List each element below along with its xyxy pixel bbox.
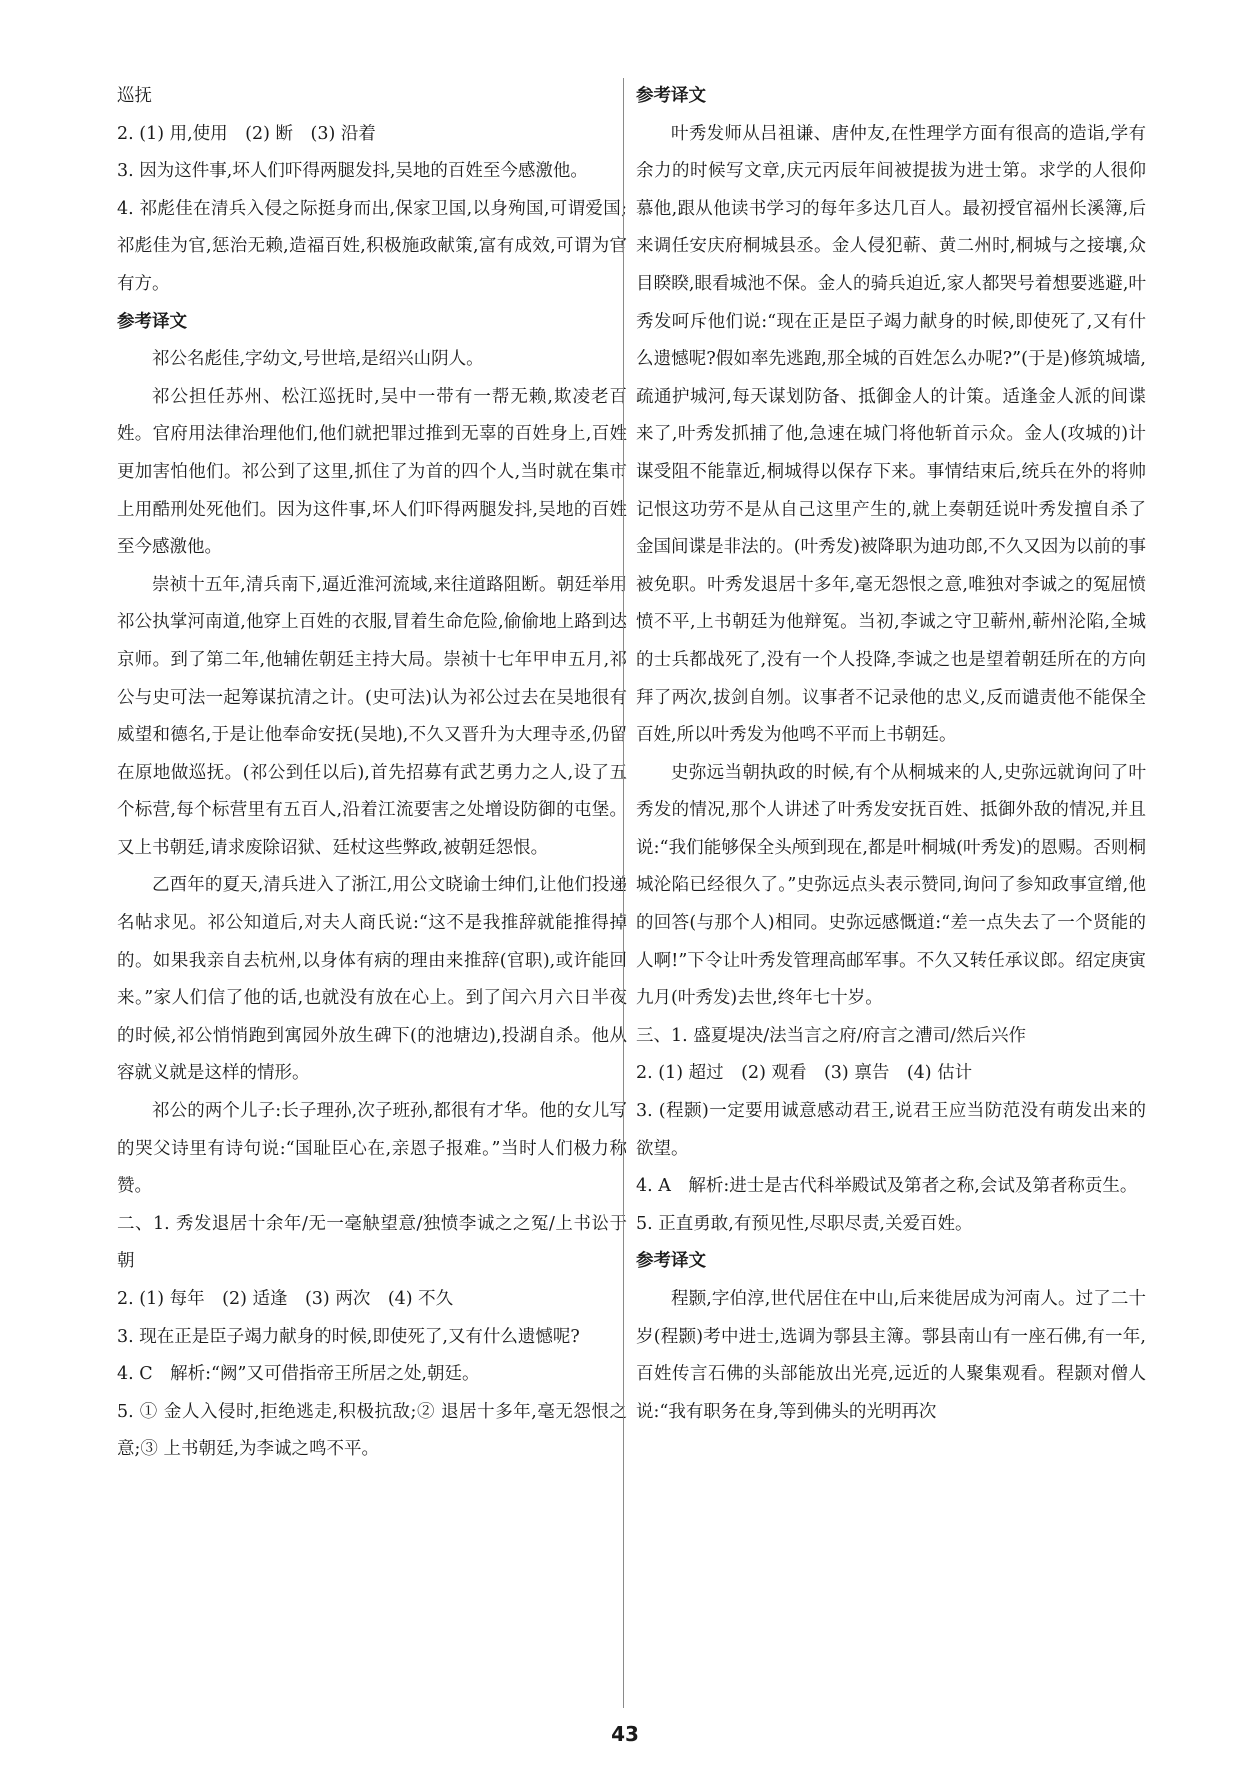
translation-paragraph: 叶秀发师从吕祖谦、唐仲友,在性理学方面有很高的造诣,学有余力的时候写文章,庆元丙辰年间被提拔为进士第。求学的人很仰慕他,跟从他读书学习的每年多达几百人。最初授官福州长溪簿,后来调任安庆府桐城县丞。金人侵犯蕲、黄二州时,桐城与之接壤,众目睽睽,眼看城池不保。金人的骑兵迫近,家人都哭号着想要逃避,叶秀发呵斥他们说:“现在正是臣子竭力献身的时候,即使死了,又有什么遗憾呢?假如率先逃跑,那全城的百姓怎么办呢?”(于是)修筑城墙,疏通护城河,每天谋划防备、抵御金人的计策。适逢金人派的间谍来了,叶秀发抓捕了他,急速在城门将他斩首示众。金人(攻城的)计谋受阻不能靠近,桐城得以保存下来。事情结束后,统兵在外的将帅记恨这功劳不是从自己这里产生的,就上奏朝廷说叶秀发擅自杀了金国间谍是非法的。(叶秀发)被降职为迪功郎,不久又因为以前的事被免职。叶秀发退居十多年,毫无怨恨之意,唯独对李诚之的冤屈愤愤不平,上书朝廷为他辩冤。当初,李诚之守卫蕲州,蕲州沦陷,全城的士兵都战死了,没有一个人投降,李诚之也是望着朝廷所在的方向拜了两次,拔剑自刎。议事者不记录他的忠义,反而谴责他不能保全百姓,所以叶秀发为他鸣不平而上书朝廷。 (636, 123, 1146, 746)
translation-paragraph: 祁公的两个儿子:长子理孙,次子班孙,都很有才华。他的女儿写的哭父诗里有诗句说:“国耻臣心在,亲恩子报难。”当时人们极力称赞。 (117, 1101, 627, 1197)
answer-line: 3. (程颢)一定要用诚意感动君王,说君王应当防范没有萌发出来的欲望。 (636, 1101, 1146, 1159)
section-heading: 参考译文 (117, 311, 187, 332)
translation-paragraph: 祁公担任苏州、松江巡抚时,吴中一带有一帮无赖,欺凌老百姓。官府用法律治理他们,他们就把罪过推到无辜的百姓身上,百姓更加害怕他们。祁公到了这里,抓住了为首的四个人,当时就在集市上用酷刑处死他们。因为这件事,坏人们吓得两腿发抖,吴地的百姓至今感激他。 (117, 386, 627, 558)
answer-line: 2. (1) 用,使用 (2) 断 (3) 沿着 (117, 123, 376, 144)
answer-line: 4. A 解析:进士是古代科举殿试及第者之称,会试及第者称贡生。 (636, 1176, 1138, 1197)
answer-line: 2. (1) 超过 (2) 观看 (3) 禀告 (4) 估计 (636, 1063, 973, 1084)
section-heading: 参考译文 (636, 86, 706, 106)
left-column (117, 78, 627, 1469)
answer-line: 三、1. 盛夏堤决/法当言之府/府言之漕司/然后兴作 (636, 1025, 1026, 1046)
right-column (636, 78, 1146, 1431)
translation-paragraph: 程颢,字伯淳,世代居住在中山,后来徙居成为河南人。过了二十岁(程颢)考中进士,选调为鄠县主簿。鄠县南山有一座石佛,有一年,百姓传言石佛的头部能放出光亮,远近的人聚集观看。程颢对僧人说:“我有职务在身,等到佛头的光明再次 (636, 1289, 1146, 1422)
answer-line: 5. ① 金人入侵时,拒绝逃走,积极抗敌;② 退居十多年,毫无怨恨之意;③ 上书朝廷,为李诚之鸣不平。 (117, 1401, 627, 1460)
answer-line: 二、1. 秀发退居十余年/无一毫觖望意/独愤李诚之之冤/上书讼于朝 (117, 1213, 627, 1272)
page-number: 43 (611, 1722, 639, 1746)
answer-line: 3. 现在正是臣子竭力献身的时候,即使死了,又有什么遗憾呢? (117, 1326, 580, 1347)
answer-line: 巡抚 (117, 86, 152, 106)
section-heading: 参考译文 (636, 1251, 706, 1272)
answer-line: 2. (1) 每年 (2) 适逢 (3) 两次 (4) 不久 (117, 1289, 454, 1309)
translation-paragraph: 崇祯十五年,清兵南下,逼近淮河流域,来往道路阻断。朝廷举用祁公执掌河南道,他穿上百姓的衣服,冒着生命危险,偷偷地上路到达京师。到了第二年,他辅佐朝廷主持大局。崇祯十七年甲申五月,祁公与史可法一起筹谋抗清之计。(史可法)认为祁公过去在吴地很有威望和德名,于是让他奉命安抚(吴地),不久又晋升为大理寺丞,仍留在原地做巡抚。(祁公到任以后),首先招募有武艺勇力之人,设了五个标营,每个标营里有五百人,沿着江流要害之处增设防御的屯堡。又上书朝廷,请求废除诏狱、廷杖这些弊政,被朝廷怨恨。 (117, 574, 627, 858)
answer-line: 5. 正直勇敢,有预见性,尽职尽责,关爱百姓。 (636, 1213, 973, 1234)
translation-paragraph: 乙酉年的夏天,清兵进入了浙江,用公文晓谕士绅们,让他们投递名帖求见。祁公知道后,对夫人商氏说:“这不是我推辞就能推得掉的。如果我亲自去杭州,以身体有病的理由来推辞(官职),或许能回来。”家人们信了他的话,也就没有放在心上。到了闰六月六日半夜的时候,祁公悄悄跑到寓园外放生碑下(的池塘边),投湖自杀。他从容就义就是这样的情形。 (117, 875, 627, 1084)
answer-line: 4. C 解析:“阙”又可借指帝王所居之处,朝廷。 (117, 1364, 480, 1385)
answer-line: 4. 祁彪佳在清兵入侵之际挺身而出,保家卫国,以身殉国,可谓爱国;祁彪佳为官,惩治无赖,造福百姓,积极施政献策,富有成效,可谓为官有方。 (117, 198, 627, 294)
translation-paragraph: 史弥远当朝执政的时候,有个从桐城来的人,史弥远就询问了叶秀发的情况,那个人讲述了叶秀发安抚百姓、抵御外敌的情况,并且说:“我们能够保全头颅到现在,都是叶桐城(叶秀发)的恩赐。否则桐城沦陷已经很久了。”史弥远点头表示赞同,询问了参知政事宣缯,他的回答(与那个人)相同。史弥远感慨道:“差一点失去了一个贤能的人啊!”下令让叶秀发管理高邮军事。不久又转任承议郎。绍定庚寅九月(叶秀发)去世,终年七十岁。 (636, 762, 1146, 1009)
answer-line: 3. 因为这件事,坏人们吓得两腿发抖,吴地的百姓至今感激他。 (117, 161, 588, 182)
translation-paragraph: 祁公名彪佳,字幼文,号世培,是绍兴山阴人。 (152, 349, 484, 370)
column-divider (623, 78, 624, 1708)
